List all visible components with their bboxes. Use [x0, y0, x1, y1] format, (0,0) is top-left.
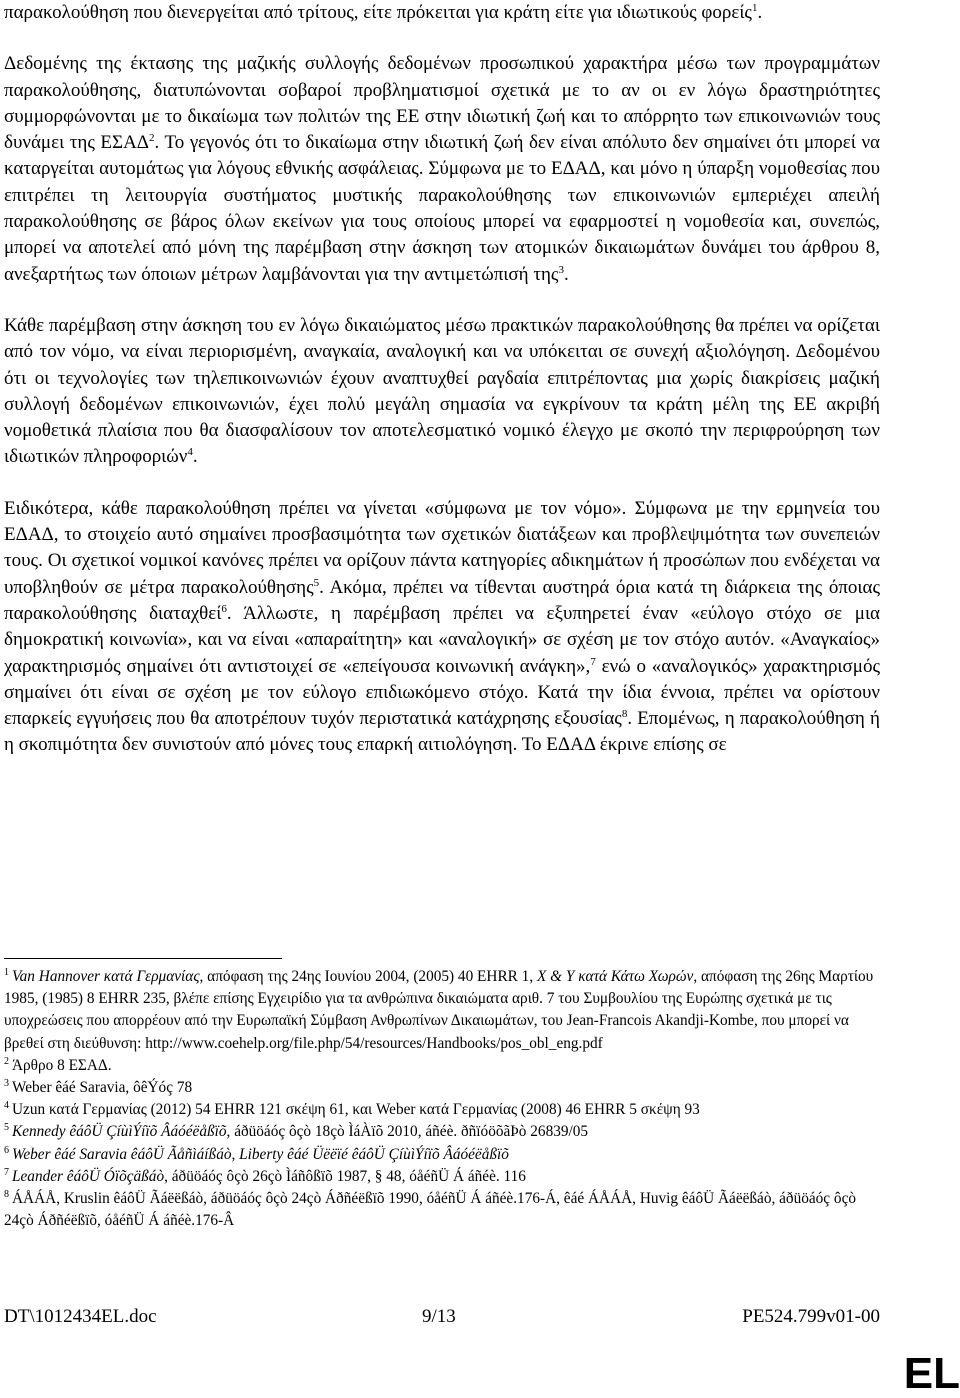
case-name: Kennedy êáôÜ ÇíùìÝíïõ Âáóéëåßïõ — [12, 1123, 227, 1141]
footnote-8 — [4, 1188, 884, 1232]
case-name: Leander êáôÜ Óïõçäßáò — [12, 1167, 165, 1185]
paragraph-3 — [4, 313, 880, 471]
footnote-3 — [4, 1077, 884, 1099]
footnote-ref-7[interactable]: 7 — [590, 655, 596, 668]
footnote-4 — [4, 1099, 884, 1121]
footnote-number: 5 — [4, 1122, 9, 1134]
language-code: EL — [903, 1349, 960, 1398]
paragraph-2-end: . — [563, 263, 569, 285]
case-name: Weber êáé Saravia êáôÜ Ãåñìáíßáò, Liberty êáé Üëëïé êáôÜ ÇíùìÝíïõ Âáóéëåßïõ — [12, 1145, 509, 1163]
footnote-number: 8 — [4, 1189, 9, 1201]
footnote-text: Uzun κατά Γερμανίας (2012) 54 EHRR 121 σκέψη 61, και Weber κατά Γερμανίας (2008) 46 EHRR 5 σκέψη 93 — [12, 1101, 700, 1119]
paragraph-3-end: . — [192, 446, 198, 468]
paragraph-4-text-4: ενώ ο «αναλογικός» χαρακτηρισμός σημαίνει ότι είναι σε σχέση με τον εύλογο επιδιωκόμενο στόχο. Κατά την ίδια έννοια, πρέπει να ορίστουν επαρκείς εγγυήσεις που θα αποτρέπουν τυχόν περιστατικά κατάχρησης εξουσίας — [4, 655, 880, 730]
footnote-text: , áðüöáóç ôçò 26çò Ìáñôßïõ 1987, § 48, óåéñÜ Á áñéè. 116 — [164, 1167, 526, 1185]
footnote-ref-1[interactable]: 1 — [751, 2, 758, 14]
footnote-separator — [4, 958, 282, 959]
footnote-text: Weber êáé Saravia, ôêÝóç 78 — [12, 1079, 193, 1097]
paragraph-4-text-3: . Άλλωστε, η παρέμβαση πρέπει να εξυπηρετεί έναν «εύλογο στόχο σε μια δημοκρατική κοινωνία», και να είναι «απαραίτητη» και «αναλογική» σε σχέση με τον στόχο αυτόν. «Αναγκαίος» χαρακτηρισμός σημαίνει ότι αντιστοιχεί σε «επείγουσα κοινωνική ανάγκη», — [4, 602, 881, 677]
footnote-text: , απόφαση της 26ης Μαρτίου 1985, (1985) 8 EHRR 235, βλέπε επίσης Εγχειρίδιο για τα ανθρώπινα δικαιώματα αριθ. 7 του Συμβουλίου της Ευρώπης σχετικά με τις υποχρεώσεις που απορρέουν από την Ευρωπαϊκή Σύμβαση Ανθρωπίνων Δικαιωμάτων, του Jean-Francois Akandji-Kombe, που μπορεί να βρεθεί στη διεύθυνση: http://www.coehelp.org/file.php/54/resources/Handbooks/pos_obl_eng.pdf — [4, 968, 874, 1052]
footnote-1 — [4, 966, 884, 1055]
footnote-number: 1 — [4, 967, 9, 978]
footnote-ref-2[interactable]: 2 — [149, 132, 155, 145]
footnote-5 — [4, 1121, 884, 1143]
footnote-ref-6[interactable]: 6 — [221, 602, 227, 615]
footnote-text: , απόφαση της 24ης Ιουνίου 2004, (2005) 40 EHRR 1, — [199, 968, 537, 985]
paragraph-1 — [4, 0, 880, 26]
pe-reference: PE524.799v01-00 — [742, 1306, 880, 1327]
footnote-number: 2 — [4, 1055, 9, 1067]
footnote-text: , áðüöáóç ôçò 18çò ÌáÀïõ 2010, áñéè. ðñïóöõãÞò 26839/05 — [226, 1123, 589, 1141]
paragraph-2-text-b: . Το γεγονός ότι το δικαίωμα στην ιδιωτική ζωή δεν είναι απόλυτο δεν σημαίνει ότι μπορεί να καταργείται αυτομάτως για λόγους εθνικής ασφάλειας. Σύμφωνα με το ΕΔΑΔ, και μόνο η ύπαρξη νομοθεσίας που επιτρέπει τη λειτουργία συστήματος μυστικής παρακολούθησης των επικοινωνιών εμπεριέχει απειλή παρακολούθησης σε βάρος όλων εκείνων για τους οποίους μπορεί να εφαρμοστεί η νομοθεσία και, συνεπώς, μπορεί να αποτελεί από μόνη της παρέμβαση στην άσκηση των ατομικών δικαιωμάτων δυνάμει του άρθρου 8, ανεξαρτήτως των όποιων μέτρων λαμβάνονται για την αντιμετώπισή της — [4, 132, 880, 285]
paragraph-4 — [4, 496, 880, 759]
footnotes — [4, 966, 884, 1232]
footnote-number: 4 — [4, 1100, 9, 1112]
footnote-ref-8[interactable]: 8 — [621, 708, 628, 721]
paragraph-4-text-5: . Επομένως, η παρακολούθηση ή η σκοπιμότητα δεν συνιστούν από μόνες τους επαρκή αιτιολόγηση. Το ΕΔΑΔ έκρινε επίσης σε — [4, 708, 880, 756]
paragraph-1-end: . — [757, 2, 763, 23]
paragraph-2-text-a: Δεδομένης της έκτασης της μαζικής συλλογής δεδομένων προσωπικού χαρακτήρα μέσω των προγραμμάτων παρακολούθησης, διατυπώνονται σοβαροί προβληματισμοί σχετικά με το αν οι εν λόγω δραστηριότητες συμμορφώνονται με το δικαίωμα των πολιτών της ΕΕ στην ιδιωτική ζωή και το απόρρητο των επικοινωνιών τους δυνάμει της ΕΣΑΔ — [4, 53, 880, 154]
footnote-2 — [4, 1055, 884, 1077]
case-name: Van Hannover κατά Γερμανίας — [12, 968, 200, 985]
page-footer — [4, 1306, 880, 1332]
paragraph-3-text: Κάθε παρέμβαση στην άσκηση του εν λόγω δικαιώματος μέσω πρακτικών παρακολούθησης θα πρέπει να ορίζεται από τον νόμο, να είναι περιορισμένη, αναγκαία, αναλογική και να υπόκειται σε συνεχή αξιολόγηση. Δεδομένου ότι οι τεχνολογίες των τηλεπικοινωνιών έχουν αναπτυχθεί ραγδαία επιτρέποντας μια χωρίς διακρίσεις μαζική συλλογή δεδομένων επικοινωνιών, έχει πολύ μεγάλη σημασία να εγκρίνουν τα κράτη μέλη της ΕΕ ακριβή νομοθετικά πλαίσια που θα διασφαλίσουν τον αποτελεσματικό νομικό έλεγχο με σκοπό την περιφρούρηση των ιδιωτικών πληροφοριών — [4, 314, 880, 468]
footnote-6 — [4, 1144, 884, 1166]
document-reference: DT\1012434EL.doc — [4, 1306, 157, 1327]
footnote-number: 3 — [4, 1078, 9, 1090]
paragraph-4-text-2: . Ακόμα, πρέπει να τίθενται αυστηρά όρια κατά τη διάρκεια της όποιας παρακολούθησης διαταχθεί — [4, 576, 880, 624]
body-text — [4, 0, 880, 784]
footnote-text: Άρθρο 8 ΕΣΑΔ. — [12, 1056, 112, 1074]
paragraph-4-text-1: Ειδικότερα, κάθε παρακολούθηση πρέπει να γίνεται «σύμφωνα με τον νόμο». Σύμφωνα με την ερμηνεία του ΕΔΑΔ, το στοιχείο αυτό σημαίνει προσβασιμότητα των σχετικών διατάξεων και προβλεψιμότητα των συνεπειών τους. Οι σχετικοί νομικοί κανόνες πρέπει να ορίζουν πάντα κατηγορίες αδικημάτων ή προσώπων που ενδέχεται να υποβληθούν σε μέτρα παρακολούθησης — [4, 497, 880, 598]
footnote-number: 7 — [4, 1166, 9, 1178]
footnote-number: 6 — [4, 1144, 9, 1156]
footnote-text: ÁÅÁÅ, Kruslin êáôÜ Ãáëëßáò, áðüöáóç ôçò 24çò Áðñéëßïõ 1990, óåéñÜ Á áñéè.176-Á, êáé ÁÅÁÅ, Huvig êáôÜ Ãáëëßáò, áðüöáóç ôçò 24çò Áðñéëßïõ, óåéñÜ Á áñéè.176-Â — [4, 1190, 857, 1230]
page-number: 9/13 — [422, 1306, 456, 1327]
footnote-ref-5[interactable]: 5 — [313, 576, 320, 589]
case-name: X & Y κατά Κάτω Χωρών — [536, 968, 694, 985]
paragraph-2 — [4, 51, 880, 288]
paragraph-1-text: παρακολούθηση που διενεργείται από τρίτους, είτε πρόκειται για κράτη είτε για ιδιωτικούς φορείς — [4, 2, 752, 23]
footnote-ref-4[interactable]: 4 — [187, 446, 193, 459]
footnote-7 — [4, 1166, 884, 1188]
footnote-ref-3[interactable]: 3 — [558, 263, 564, 276]
